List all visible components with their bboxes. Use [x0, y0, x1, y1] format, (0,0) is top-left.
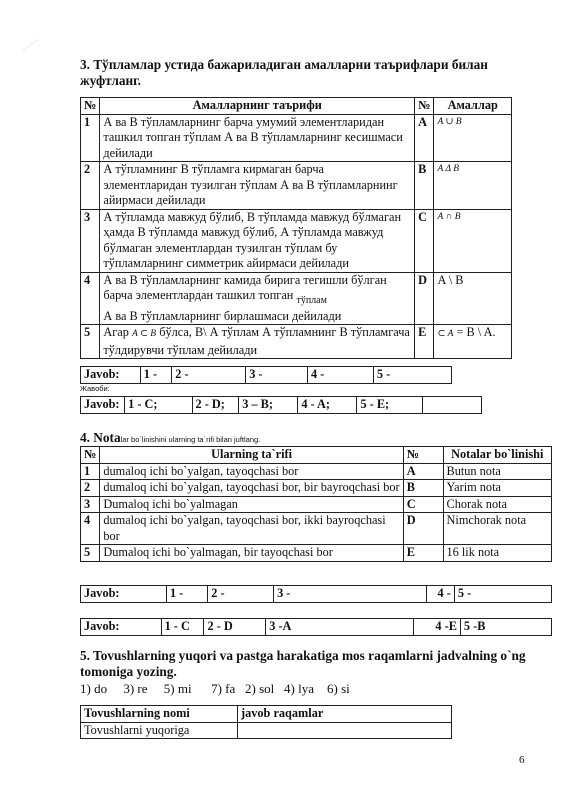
row-letter: A [415, 114, 434, 162]
note-item: 1) do [80, 681, 108, 696]
row-letter: B [403, 480, 443, 497]
table-row [81, 114, 512, 162]
row-note: Butun nota [443, 463, 551, 480]
javob-label: Javob: [81, 397, 125, 414]
row-number: 1 [81, 114, 100, 162]
table-row [81, 162, 512, 210]
javob-row [81, 397, 482, 414]
row-number: 5 [81, 545, 100, 562]
answer-caption: Жавоби: [80, 384, 110, 393]
row-definition-part: А ва В тўпламларнинг бирлашмаси дейилади [103, 308, 342, 323]
section-4-table [80, 446, 552, 562]
table-row [81, 272, 512, 325]
javob-cell: 1 - C [161, 619, 204, 636]
javob-cell: 2 - D [204, 619, 266, 636]
col-header-num: № [81, 447, 100, 464]
row-operation: A \ B [434, 272, 512, 325]
row-number: 4 [81, 513, 100, 545]
row-definition-part: бўлса, В\ А тўплам А тўпламнинг В тўпламгача тўлдирувчи тўплам дейилади [103, 325, 410, 357]
row-letter: D [415, 272, 434, 325]
table-row [81, 209, 512, 272]
notes-list [80, 681, 350, 697]
table-header-row [81, 706, 452, 723]
table-header-row [81, 447, 552, 464]
row-definition-part: Агар [103, 325, 129, 339]
row-letter: E [415, 325, 434, 359]
javob-label: Javob: [81, 367, 141, 384]
note-item: 4) lya [284, 681, 314, 696]
javob-label: Javob: [81, 586, 167, 603]
section-3-title: 3. Тўпламлар устида бажариладиган амалларни таърифлари билан жуфтланг. [80, 57, 488, 88]
row-definition: А тўпламнинг В тўпламга кирмаган барча элементларидан тузилган тўплам А ва В тўпламларнинг айирмаси дейилади [100, 162, 415, 210]
javob-row [81, 367, 452, 384]
col-header-operations: Амаллар [434, 98, 512, 115]
row-number: 3 [81, 209, 100, 272]
row-operation-part: = B \ A. [456, 325, 496, 339]
row-letter: D [403, 513, 443, 545]
section-4-title-bold: 4. Nota [80, 430, 121, 445]
answer-cell [238, 722, 452, 739]
row-letter: A [403, 463, 443, 480]
row-definition: dumaloq ichi bo`yalgan, tayoqchasi bor, ikki bayroqchasi bor [100, 513, 403, 545]
row-definition: Dumaloq ichi bo`yalmagan, bir tayoqchasi bor [100, 545, 403, 562]
javob-cell: 4 - A; [298, 397, 357, 414]
row-definition: dumaloq ichi bo`yalgan, tayoqchasi bor, bir bayroqchasi bor [100, 480, 403, 497]
col-header-num: № [81, 98, 100, 115]
javob-cell: 3 - [246, 367, 308, 384]
javob-cell: 5 - [454, 586, 551, 603]
row-note: Chorak nota [443, 496, 551, 513]
row-letter: C [403, 496, 443, 513]
col-header-notes: Notalar bo`linishi [443, 447, 551, 464]
watermark: ~~~~ [19, 34, 42, 56]
table-row [81, 463, 552, 480]
table-row [81, 722, 452, 739]
page-number: 6 [519, 754, 525, 766]
javob-cell: 5 - [373, 367, 451, 384]
javob-cell: 1 - [166, 586, 207, 603]
row-definition: А ва В тўпламларнинг барча умумий элементларидан ташкил топган тўплам А ва В тўпламларнинг кесишмаси дейилади [100, 114, 415, 162]
section-4-javob-blank [80, 585, 552, 603]
row-definition-part: А ва В тўпламларнинг камида бирига тегишли бўлган барча элементлардан ташкил топган [103, 272, 387, 302]
javob-row [81, 586, 552, 603]
row-note: Nimchorak nota [443, 513, 551, 545]
section-3-javob-filled [80, 396, 482, 414]
col-header-num2: № [403, 447, 443, 464]
javob-cell: 5 -B [460, 619, 551, 636]
row-note: 16 lik nota [443, 545, 551, 562]
col-header-sound-name: Tovushlarning nomi [81, 706, 238, 723]
row-number: 4 [81, 272, 100, 325]
javob-cell: 2 - [172, 367, 246, 384]
javob-cell: 4 - [308, 367, 374, 384]
row-note: Yarim nota [443, 480, 551, 497]
math-expression: ⊂ A [437, 329, 454, 339]
col-header-answer: javob raqamlar [238, 706, 452, 723]
section-5-table [80, 705, 452, 739]
row-definition: dumaloq ichi bo`yalgan, tayoqchasi bor [100, 463, 403, 480]
javob-cell: 5 - E; [357, 397, 422, 414]
row-operation: A Δ B [434, 162, 512, 210]
row-definition [100, 272, 415, 325]
row-definition [100, 325, 415, 359]
javob-cell: 4 - [426, 586, 454, 603]
section-4-title-small: lar bo`linishini ularning ta`rifi bilan juftlang. [120, 435, 261, 444]
note-item: 6) si [327, 681, 350, 696]
javob-label: Javob: [81, 619, 162, 636]
row-letter: B [415, 162, 434, 210]
table-row [81, 513, 552, 545]
table-row [81, 545, 552, 562]
section-3-table [80, 97, 512, 359]
row-label: Tovushlarni yuqoriga [81, 722, 238, 739]
row-definition-part: тўплам [296, 295, 327, 306]
javob-cell: 2 - D; [192, 397, 239, 414]
row-letter: C [415, 209, 434, 272]
row-operation: A ∩ B [434, 209, 512, 272]
javob-cell: 4 -E [413, 619, 460, 636]
col-header-num2: № [415, 98, 434, 115]
col-header-definition: Амалларнинг таърифи [100, 98, 415, 115]
javob-row [81, 619, 552, 636]
note-item: 3) re [123, 681, 148, 696]
note-item: 7) fa [211, 681, 236, 696]
row-number: 3 [81, 496, 100, 513]
javob-cell: 3 -A [266, 619, 414, 636]
note-item: 5) mi [163, 681, 192, 696]
section-3-javob-blank [80, 366, 452, 384]
javob-cell: 2 - [208, 586, 274, 603]
row-operation [434, 325, 512, 359]
row-definition: Dumaloq ichi bo`yalmagan [100, 496, 403, 513]
section-4-javob-filled [80, 618, 552, 636]
table-row [81, 325, 512, 359]
row-operation: A ∪ B [434, 114, 512, 162]
javob-cell: 3 – B; [239, 397, 298, 414]
table-row [81, 496, 552, 513]
note-item: 2) sol [245, 681, 275, 696]
col-header-definition: Ularning ta`rifi [100, 447, 403, 464]
row-definition: А тўпламда мавжуд бўлиб, В тўпламда мавжуд бўлмаган ҳамда В тўпламда мавжуд бўлиб, А тўпламда мавжуд бўлмаган элементлардан тузилган тўплам бу тўпламларнинг симметрик айирмаси дейилади [100, 209, 415, 272]
table-row [81, 480, 552, 497]
javob-cell: 1 - [140, 367, 171, 384]
row-number: 5 [81, 325, 100, 359]
javob-cell: 1 - C; [125, 397, 192, 414]
table-header-row [81, 98, 512, 115]
math-expression: A ⊂ B [131, 329, 157, 339]
row-number: 1 [81, 463, 100, 480]
row-letter: E [403, 545, 443, 562]
javob-cell: 3 - [274, 586, 427, 603]
javob-empty-cell [422, 397, 481, 414]
row-number: 2 [81, 480, 100, 497]
section-5-title: 5. Tovushlarning yuqori va pastga harakatiga mos raqamlarni jadvalning o`ng tomoniga yozing. [80, 648, 526, 679]
row-number: 2 [81, 162, 100, 210]
